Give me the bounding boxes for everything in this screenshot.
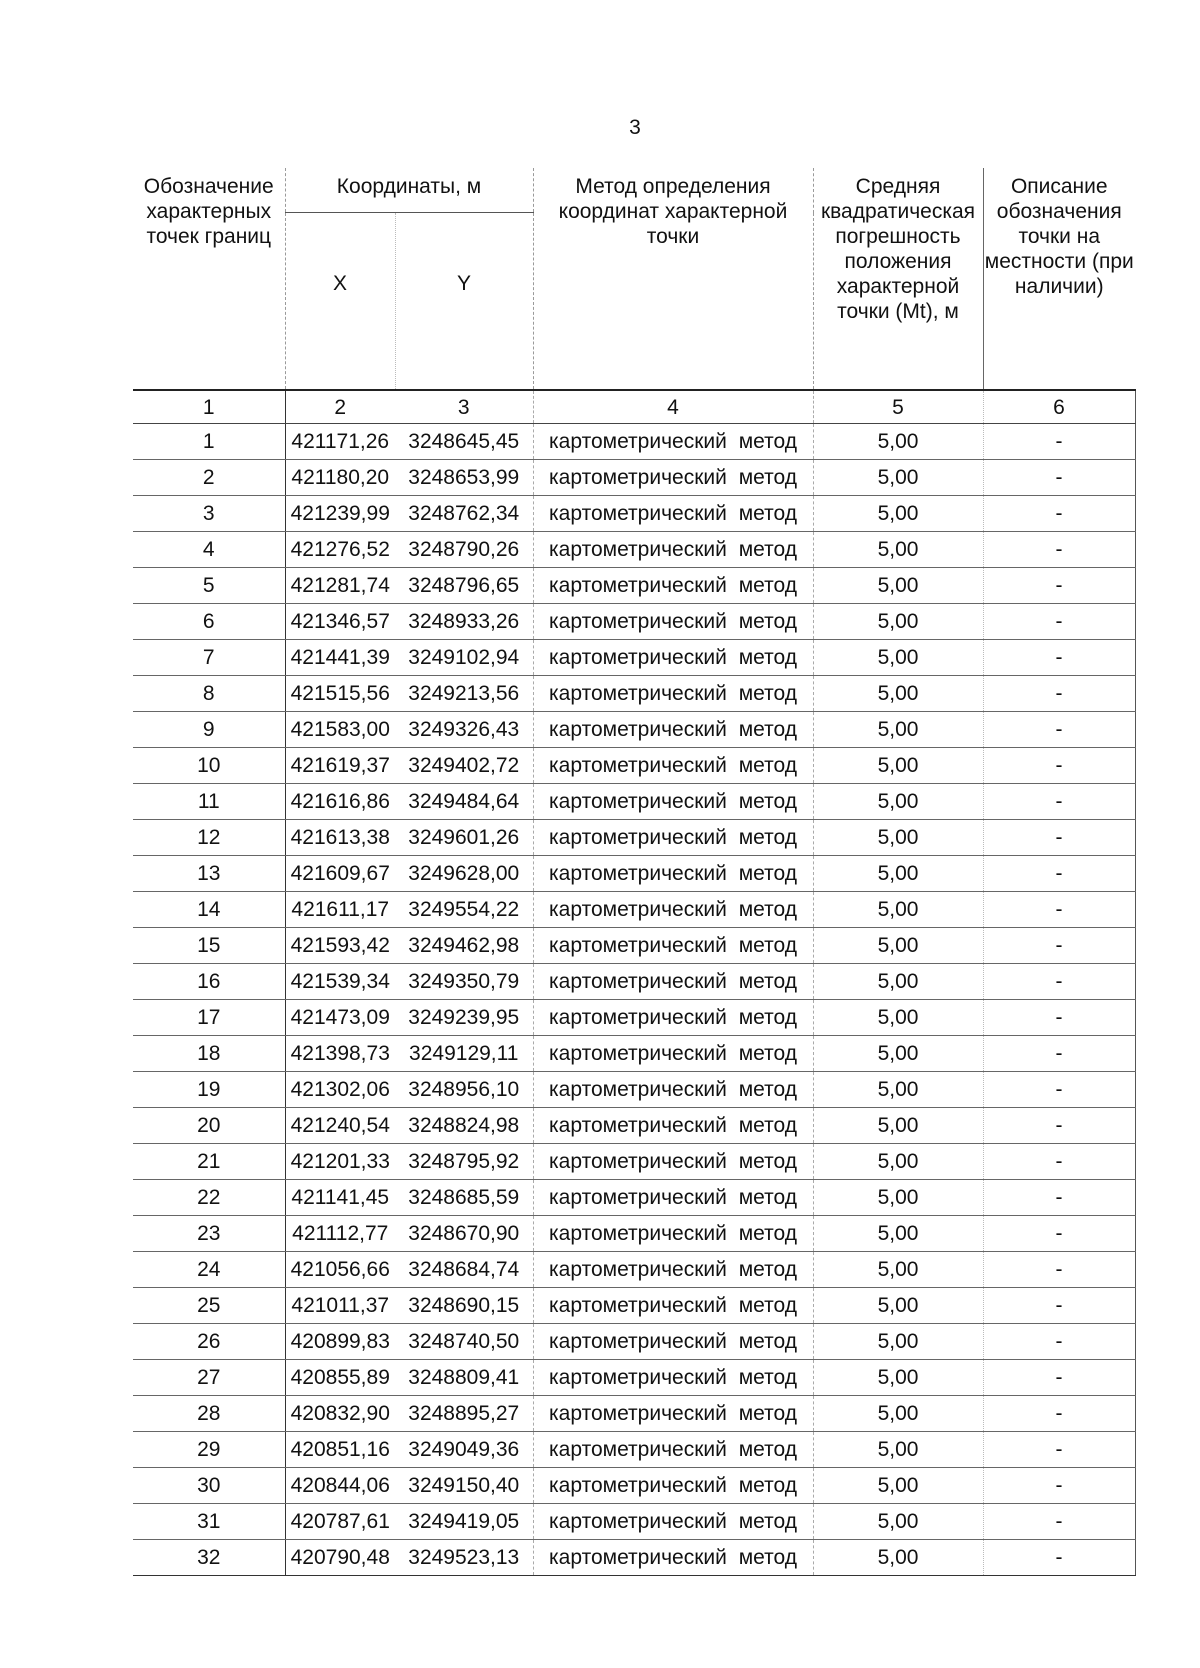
x-coordinate-cell: 420832,90 (285, 1396, 395, 1432)
header-x: X (285, 213, 395, 391)
method-cell: картометрический метод (533, 1324, 813, 1360)
y-coordinate-cell: 3248762,34 (395, 496, 533, 532)
method-cell: картометрический метод (533, 1468, 813, 1504)
method-cell: картометрический метод (533, 604, 813, 640)
error-cell: 5,00 (813, 1072, 983, 1108)
description-cell: - (983, 1216, 1135, 1252)
point-number-cell: 2 (133, 460, 285, 496)
error-cell: 5,00 (813, 892, 983, 928)
x-coordinate-cell: 421281,74 (285, 568, 395, 604)
x-coordinate-cell: 420851,16 (285, 1432, 395, 1468)
y-coordinate-cell: 3249419,05 (395, 1504, 533, 1540)
error-cell: 5,00 (813, 1288, 983, 1324)
method-cell: картометрический метод (533, 1180, 813, 1216)
description-cell: - (983, 1252, 1135, 1288)
x-coordinate-cell: 420855,89 (285, 1360, 395, 1396)
x-coordinate-cell: 421583,00 (285, 712, 395, 748)
method-cell: картометрический метод (533, 1432, 813, 1468)
error-cell: 5,00 (813, 1468, 983, 1504)
method-cell: картометрический метод (533, 1540, 813, 1576)
method-cell: картометрический метод (533, 424, 813, 460)
y-coordinate-cell: 3248956,10 (395, 1072, 533, 1108)
table-row (133, 928, 1135, 964)
point-number-cell: 26 (133, 1324, 285, 1360)
method-cell: картометрический метод (533, 1288, 813, 1324)
header-error: Средняя квадратическая погрешность положения характерной точки (Mt), м (813, 168, 983, 390)
error-cell: 5,00 (813, 964, 983, 1000)
error-cell: 5,00 (813, 928, 983, 964)
error-cell: 5,00 (813, 1504, 983, 1540)
table-row (133, 1288, 1135, 1324)
error-cell: 5,00 (813, 640, 983, 676)
table-row (133, 748, 1135, 784)
table-row (133, 676, 1135, 712)
table-row (133, 1180, 1135, 1216)
point-number-cell: 20 (133, 1108, 285, 1144)
y-coordinate-cell: 3248653,99 (395, 460, 533, 496)
error-cell: 5,00 (813, 1216, 983, 1252)
point-number-cell: 11 (133, 784, 285, 820)
column-number: 5 (813, 390, 983, 424)
y-coordinate-cell: 3248740,50 (395, 1324, 533, 1360)
table-row (133, 1252, 1135, 1288)
table-row (133, 424, 1135, 460)
method-cell: картометрический метод (533, 640, 813, 676)
description-cell: - (983, 496, 1135, 532)
y-coordinate-cell: 3248670,90 (395, 1216, 533, 1252)
point-number-cell: 27 (133, 1360, 285, 1396)
table-row (133, 964, 1135, 1000)
error-cell: 5,00 (813, 460, 983, 496)
x-coordinate-cell: 420787,61 (285, 1504, 395, 1540)
error-cell: 5,00 (813, 568, 983, 604)
table-row (133, 1324, 1135, 1360)
method-cell: картометрический метод (533, 568, 813, 604)
x-coordinate-cell: 421346,57 (285, 604, 395, 640)
table-row (133, 856, 1135, 892)
point-number-cell: 32 (133, 1540, 285, 1576)
y-coordinate-cell: 3249213,56 (395, 676, 533, 712)
description-cell: - (983, 1504, 1135, 1540)
header-coordinates: Координаты, м (285, 168, 533, 213)
point-number-cell: 9 (133, 712, 285, 748)
description-cell: - (983, 1540, 1135, 1576)
point-number-cell: 6 (133, 604, 285, 640)
x-coordinate-cell: 421180,20 (285, 460, 395, 496)
point-number-cell: 30 (133, 1468, 285, 1504)
description-cell: - (983, 460, 1135, 496)
table-row (133, 1468, 1135, 1504)
point-number-cell: 10 (133, 748, 285, 784)
table-row (133, 1540, 1135, 1576)
method-cell: картометрический метод (533, 1252, 813, 1288)
y-coordinate-cell: 3248690,15 (395, 1288, 533, 1324)
description-cell: - (983, 1000, 1135, 1036)
x-coordinate-cell: 421441,39 (285, 640, 395, 676)
table-row (133, 568, 1135, 604)
y-coordinate-cell: 3249601,26 (395, 820, 533, 856)
description-cell: - (983, 784, 1135, 820)
error-cell: 5,00 (813, 676, 983, 712)
error-cell: 5,00 (813, 1144, 983, 1180)
table-row (133, 532, 1135, 568)
description-cell: - (983, 1432, 1135, 1468)
point-number-cell: 4 (133, 532, 285, 568)
table-row (133, 1432, 1135, 1468)
method-cell: картометрический метод (533, 496, 813, 532)
point-number-cell: 24 (133, 1252, 285, 1288)
error-cell: 5,00 (813, 496, 983, 532)
description-cell: - (983, 568, 1135, 604)
description-cell: - (983, 532, 1135, 568)
x-coordinate-cell: 421302,06 (285, 1072, 395, 1108)
y-coordinate-cell: 3249554,22 (395, 892, 533, 928)
y-coordinate-cell: 3249239,95 (395, 1000, 533, 1036)
table-row (133, 1108, 1135, 1144)
header-point-designation: Обозначение характерных точек границ (133, 168, 285, 390)
x-coordinate-cell: 420844,06 (285, 1468, 395, 1504)
y-coordinate-cell: 3248685,59 (395, 1180, 533, 1216)
method-cell: картометрический метод (533, 1504, 813, 1540)
header-y: Y (395, 213, 533, 391)
y-coordinate-cell: 3249049,36 (395, 1432, 533, 1468)
table-row (133, 1144, 1135, 1180)
x-coordinate-cell: 421539,34 (285, 964, 395, 1000)
x-coordinate-cell: 421611,17 (285, 892, 395, 928)
method-cell: картометрический метод (533, 928, 813, 964)
table-row (133, 1000, 1135, 1036)
error-cell: 5,00 (813, 784, 983, 820)
description-cell: - (983, 1396, 1135, 1432)
method-cell: картометрический метод (533, 1072, 813, 1108)
error-cell: 5,00 (813, 712, 983, 748)
y-coordinate-cell: 3249462,98 (395, 928, 533, 964)
table-row (133, 460, 1135, 496)
column-number: 3 (395, 390, 533, 424)
x-coordinate-cell: 421515,56 (285, 676, 395, 712)
description-cell: - (983, 1108, 1135, 1144)
y-coordinate-cell: 3248790,26 (395, 532, 533, 568)
table-row (133, 1072, 1135, 1108)
error-cell: 5,00 (813, 1540, 983, 1576)
point-number-cell: 13 (133, 856, 285, 892)
x-coordinate-cell: 421398,73 (285, 1036, 395, 1072)
description-cell: - (983, 676, 1135, 712)
table-row (133, 784, 1135, 820)
table-header (133, 168, 1135, 424)
description-cell: - (983, 1072, 1135, 1108)
table-row (133, 820, 1135, 856)
x-coordinate-cell: 421239,99 (285, 496, 395, 532)
y-coordinate-cell: 3249326,43 (395, 712, 533, 748)
error-cell: 5,00 (813, 1108, 983, 1144)
error-cell: 5,00 (813, 532, 983, 568)
x-coordinate-cell: 421112,77 (285, 1216, 395, 1252)
x-coordinate-cell: 421609,67 (285, 856, 395, 892)
description-cell: - (983, 748, 1135, 784)
y-coordinate-cell: 3248809,41 (395, 1360, 533, 1396)
point-number-cell: 5 (133, 568, 285, 604)
point-number-cell: 19 (133, 1072, 285, 1108)
x-coordinate-cell: 421201,33 (285, 1144, 395, 1180)
description-cell: - (983, 856, 1135, 892)
point-number-cell: 7 (133, 640, 285, 676)
point-number-cell: 12 (133, 820, 285, 856)
table-row (133, 496, 1135, 532)
table-row (133, 892, 1135, 928)
y-coordinate-cell: 3249102,94 (395, 640, 533, 676)
description-cell: - (983, 1468, 1135, 1504)
description-cell: - (983, 424, 1135, 460)
point-number-cell: 18 (133, 1036, 285, 1072)
description-cell: - (983, 1288, 1135, 1324)
table-row (133, 1504, 1135, 1540)
column-number: 2 (285, 390, 395, 424)
point-number-cell: 8 (133, 676, 285, 712)
column-number: 1 (133, 390, 285, 424)
method-cell: картометрический метод (533, 1144, 813, 1180)
y-coordinate-cell: 3249484,64 (395, 784, 533, 820)
x-coordinate-cell: 421276,52 (285, 532, 395, 568)
point-number-cell: 23 (133, 1216, 285, 1252)
point-number-cell: 25 (133, 1288, 285, 1324)
y-coordinate-cell: 3249523,13 (395, 1540, 533, 1576)
method-cell: картометрический метод (533, 820, 813, 856)
description-cell: - (983, 640, 1135, 676)
error-cell: 5,00 (813, 424, 983, 460)
header-method: Метод определения координат характерной точки (533, 168, 813, 390)
point-number-cell: 29 (133, 1432, 285, 1468)
page-number: 3 (629, 116, 641, 139)
point-number-cell: 28 (133, 1396, 285, 1432)
table-row (133, 1396, 1135, 1432)
y-coordinate-cell: 3248933,26 (395, 604, 533, 640)
table-row (133, 712, 1135, 748)
x-coordinate-cell: 421011,37 (285, 1288, 395, 1324)
table-row (133, 604, 1135, 640)
error-cell: 5,00 (813, 1000, 983, 1036)
x-coordinate-cell: 421056,66 (285, 1252, 395, 1288)
method-cell: картометрический метод (533, 1000, 813, 1036)
x-coordinate-cell: 421240,54 (285, 1108, 395, 1144)
method-cell: картометрический метод (533, 1036, 813, 1072)
method-cell: картометрический метод (533, 964, 813, 1000)
y-coordinate-cell: 3248645,45 (395, 424, 533, 460)
method-cell: картометрический метод (533, 1108, 813, 1144)
description-cell: - (983, 1180, 1135, 1216)
x-coordinate-cell: 421593,42 (285, 928, 395, 964)
x-coordinate-cell: 421613,38 (285, 820, 395, 856)
boundary-points-table (133, 168, 1136, 1576)
method-cell: картометрический метод (533, 532, 813, 568)
point-number-cell: 3 (133, 496, 285, 532)
x-coordinate-cell: 420790,48 (285, 1540, 395, 1576)
y-coordinate-cell: 3248795,92 (395, 1144, 533, 1180)
header-description: Описание обозначения точки на местности (при наличии) (983, 168, 1135, 390)
x-coordinate-cell: 421473,09 (285, 1000, 395, 1036)
description-cell: - (983, 820, 1135, 856)
table-row (133, 640, 1135, 676)
description-cell: - (983, 604, 1135, 640)
x-coordinate-cell: 420899,83 (285, 1324, 395, 1360)
description-cell: - (983, 1360, 1135, 1396)
x-coordinate-cell: 421141,45 (285, 1180, 395, 1216)
method-cell: картометрический метод (533, 748, 813, 784)
method-cell: картометрический метод (533, 1360, 813, 1396)
error-cell: 5,00 (813, 1252, 983, 1288)
error-cell: 5,00 (813, 1324, 983, 1360)
method-cell: картометрический метод (533, 892, 813, 928)
point-number-cell: 31 (133, 1504, 285, 1540)
point-number-cell: 15 (133, 928, 285, 964)
column-number-row (133, 390, 1135, 424)
column-number: 4 (533, 390, 813, 424)
description-cell: - (983, 964, 1135, 1000)
y-coordinate-cell: 3249350,79 (395, 964, 533, 1000)
x-coordinate-cell: 421616,86 (285, 784, 395, 820)
method-cell: картометрический метод (533, 1396, 813, 1432)
error-cell: 5,00 (813, 748, 983, 784)
column-number: 6 (983, 390, 1135, 424)
table-row (133, 1216, 1135, 1252)
y-coordinate-cell: 3248684,74 (395, 1252, 533, 1288)
y-coordinate-cell: 3248796,65 (395, 568, 533, 604)
error-cell: 5,00 (813, 1432, 983, 1468)
method-cell: картометрический метод (533, 784, 813, 820)
y-coordinate-cell: 3249402,72 (395, 748, 533, 784)
y-coordinate-cell: 3248895,27 (395, 1396, 533, 1432)
y-coordinate-cell: 3249150,40 (395, 1468, 533, 1504)
point-number-cell: 16 (133, 964, 285, 1000)
error-cell: 5,00 (813, 856, 983, 892)
x-coordinate-cell: 421619,37 (285, 748, 395, 784)
description-cell: - (983, 712, 1135, 748)
y-coordinate-cell: 3249129,11 (395, 1036, 533, 1072)
method-cell: картометрический метод (533, 712, 813, 748)
method-cell: картометрический метод (533, 676, 813, 712)
method-cell: картометрический метод (533, 856, 813, 892)
error-cell: 5,00 (813, 820, 983, 856)
description-cell: - (983, 1144, 1135, 1180)
error-cell: 5,00 (813, 604, 983, 640)
point-number-cell: 22 (133, 1180, 285, 1216)
x-coordinate-cell: 421171,26 (285, 424, 395, 460)
point-number-cell: 17 (133, 1000, 285, 1036)
point-number-cell: 14 (133, 892, 285, 928)
table-body (133, 424, 1135, 1576)
error-cell: 5,00 (813, 1180, 983, 1216)
description-cell: - (983, 928, 1135, 964)
point-number-cell: 21 (133, 1144, 285, 1180)
error-cell: 5,00 (813, 1396, 983, 1432)
description-cell: - (983, 892, 1135, 928)
description-cell: - (983, 1036, 1135, 1072)
method-cell: картометрический метод (533, 460, 813, 496)
description-cell: - (983, 1324, 1135, 1360)
y-coordinate-cell: 3248824,98 (395, 1108, 533, 1144)
y-coordinate-cell: 3249628,00 (395, 856, 533, 892)
error-cell: 5,00 (813, 1036, 983, 1072)
table-row (133, 1360, 1135, 1396)
point-number-cell: 1 (133, 424, 285, 460)
method-cell: картометрический метод (533, 1216, 813, 1252)
table-row (133, 1036, 1135, 1072)
error-cell: 5,00 (813, 1360, 983, 1396)
